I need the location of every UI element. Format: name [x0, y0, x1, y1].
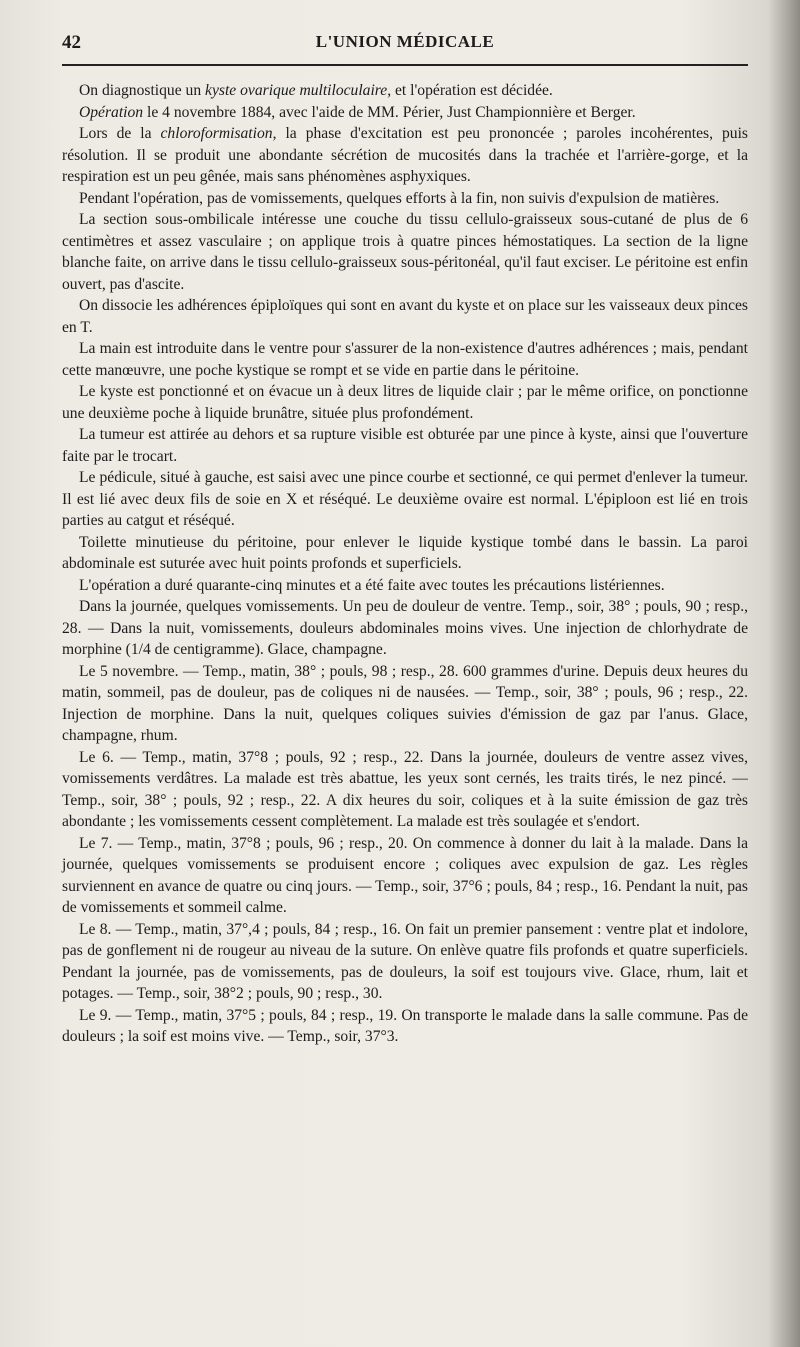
running-title: L'UNION MÉDICALE	[315, 32, 495, 51]
paragraph	[62, 80, 748, 102]
paragraph	[62, 424, 748, 467]
paragraph	[62, 1005, 748, 1048]
paragraph	[62, 833, 748, 919]
paragraph	[62, 381, 748, 424]
paragraph-text: , la phase d'excitation est peu prononcée ; paroles incohérentes, puis résolution. Il se produit une abondante sécrétion de mucosités dans la trachée et l'arrière-gorge, et la respiration est un peu gênée, mais sans phénomènes asphyxiques.	[62, 125, 748, 185]
paragraph-text: Le 8. — Temp., matin, 37°,4 ; pouls, 84 ; resp., 16. On fait un premier pansement : ventre plat et indolore, pas de gonflement ni de rougeur au niveau de la suture. On enlève quatre fils profonds et quatre superficiels. Pendant la journée, pas de vomissements, pas de douleurs, la soif est toujours vive. Glace, rhum, lait et potages. — Temp., soir, 38°2 ; pouls, 90 ; resp., 30.	[62, 920, 748, 1002]
page-number: 42	[62, 32, 81, 53]
italic-term: Opération	[79, 103, 144, 121]
paragraph-text: le 4 novembre 1884, avec l'aide de MM. Périer, Just Championnière et Berger.	[143, 103, 636, 121]
paragraph-text: Le 9. — Temp., matin, 37°5 ; pouls, 84 ; resp., 19. On transporte le malade dans la salle commune. Pas de douleurs ; la soif est moins vive. — Temp., soir, 37°3.	[62, 1006, 748, 1045]
paragraph-text: Le 5 novembre. — Temp., matin, 38° ; pouls, 98 ; resp., 28. 600 grammes d'urine. Depuis deux heures du matin, sommeil, pas de douleur, pas de coliques ni de nausées. — Temp., soir, 38° ; pouls, 96 ; resp., 22. Injection de morphine. Dans la nuit, quelques coliques suivies d'émission de gaz par l'anus. Glace, champagne, rhum.	[62, 662, 748, 744]
paragraph	[62, 102, 748, 124]
paragraph-text: Pendant l'opération, pas de vomissements, quelques efforts à la fin, non suivis d'expulsion de matières.	[79, 189, 720, 207]
paragraph	[62, 596, 748, 661]
paragraph-text: La main est introduite dans le ventre pour s'assurer de la non-existence d'autres adhérences ; mais, pendant cette manœuvre, une poche kystique se rompt et se vide en partie dans le péritoine.	[62, 340, 748, 379]
paragraph	[62, 747, 748, 833]
italic-term: kyste ovarique multiloculaire	[205, 82, 388, 99]
paragraph-text: Le kyste est ponctionné et on évacue un à deux litres de liquide clair ; par le même orifice, on ponctionne une deuxième poche à liquide brunâtre, située plus profondément.	[62, 383, 748, 422]
paragraph-text: L'opération a duré quarante-cinq minutes et a été faite avec toutes les précautions listériennes.	[79, 576, 665, 594]
paragraph	[62, 188, 748, 210]
paragraph	[62, 575, 748, 597]
paragraph	[62, 123, 748, 188]
paragraph-text: Le 7. — Temp., matin, 37°8 ; pouls, 96 ; resp., 20. On commence à donner du lait à la malade. Dans la journée, quelques vomissements se produisent encore ; coliques avec expulsion de gaz. Les règles surviennent en avance de quatre ou cinq jours. — Temp., soir, 37°6 ; pouls, 84 ; resp., 16. Pendant la nuit, pas de vomissements et sommeil calme.	[62, 834, 748, 916]
paragraph-text: Le 6. — Temp., matin, 37°8 ; pouls, 92 ; resp., 22. Dans la journée, douleurs de ventre assez vives, vomissements verdâtres. La malade est très abattue, les yeux sont cernés, les traits tirés, le nez pincé. — Temp., soir, 38° ; pouls, 92 ; resp., 22. A dix heures du soir, coliques et à la suite émission de gaz très abondante ; les vomissements cessent complètement. La malade est très soulagée et s'endort.	[62, 748, 748, 830]
header-rule	[62, 64, 748, 66]
paragraph	[62, 295, 748, 338]
paragraph-text: Dans la journée, quelques vomissements. Un peu de douleur de ventre. Temp., soir, 38° ; pouls, 90 ; resp., 28. — Dans la nuit, vomissements, douleurs abdominales moins vives. Une injection de chlorhydrate de morphine (1/4 de centigramme). Glace, champagne.	[62, 598, 748, 658]
paragraph-text: On diagnostique un	[79, 82, 206, 99]
paragraph-text: Lors de la	[79, 125, 161, 142]
page-header	[62, 26, 748, 62]
paragraph	[62, 338, 748, 381]
paragraph	[62, 532, 748, 575]
paragraph	[62, 919, 748, 1005]
paragraph-text: , et l'opération est décidée.	[387, 82, 553, 99]
paragraph	[62, 661, 748, 747]
paragraph-text: On dissocie les adhérences épiploïques qui sont en avant du kyste et on place sur les vaisseaux deux pinces en T.	[62, 297, 748, 336]
paragraph-text: La tumeur est attirée au dehors et sa rupture visible est obturée par une pince à kyste, ainsi que l'ouverture faite par le trocart.	[62, 426, 748, 465]
paragraph-text: Le pédicule, situé à gauche, est saisi avec une pince courbe et sectionné, ce qui permet d'enlever la tumeur. Il est lié avec deux fils de soie en X et réséqué. Le deuxième ovaire est normal. L'épiploon est lié en trois parties au catgut et réséqué.	[62, 469, 748, 529]
italic-term: chloroformisation	[160, 125, 273, 142]
article-body	[62, 80, 748, 1048]
paragraph	[62, 209, 748, 295]
paragraph	[62, 467, 748, 532]
paragraph-text: Toilette minutieuse du péritoine, pour enlever le liquide kystique tombé dans le bassin. La paroi abdominale est suturée avec huit points profonds et superficiels.	[62, 533, 748, 572]
paragraph-text: La section sous-ombilicale intéresse une couche du tissu cellulo-graisseux sous-cutané de plus de 6 centimètres et assez vasculaire ; on applique trois à quatre pinces hémostatiques. La section de la ligne blanche faite, on arrive dans le tissu cellulo-graisseux sous-péritonéal, qu'il faut exciser. Le péritoine est enfin ouvert, pas d'ascite.	[62, 211, 748, 293]
